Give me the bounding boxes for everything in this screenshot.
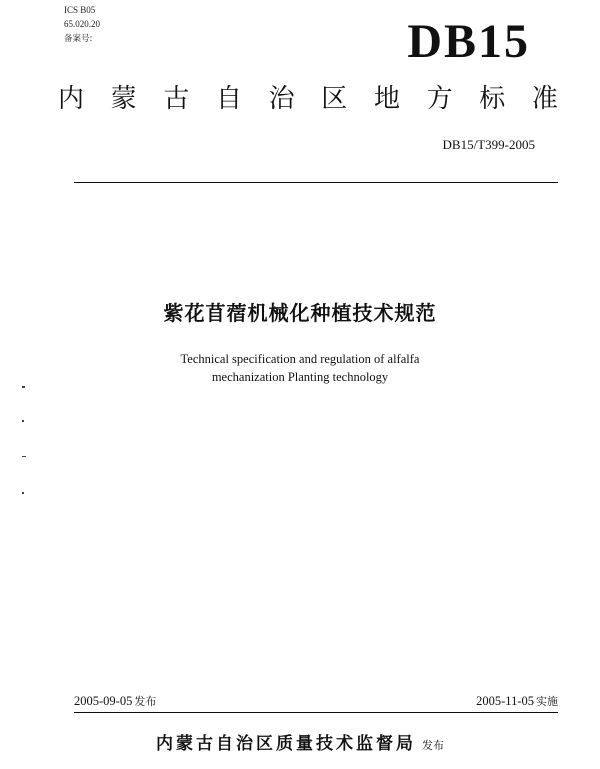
- standard-type-char: 治: [268, 84, 295, 114]
- standard-code-large: DB15: [407, 15, 530, 68]
- issuer-name: 内蒙古自治区质量技术监督局: [156, 734, 416, 754]
- ccs-code: 65.020.20: [64, 19, 100, 29]
- standard-type-char: 蒙: [110, 84, 137, 114]
- top-divider: [74, 182, 558, 183]
- implement-date: [476, 693, 558, 709]
- issuer-suffix: 发布: [422, 739, 444, 752]
- document-title-en-line1: Technical specification and regulation of alfalfa: [180, 352, 420, 366]
- implement-date-label: 实施: [536, 695, 558, 708]
- standard-type-char: 区: [321, 84, 348, 114]
- issue-date: [74, 693, 156, 709]
- standard-type-char: 自: [215, 84, 242, 114]
- issue-date-label: 发布: [134, 695, 157, 708]
- record-number-label: 备案号:: [64, 34, 93, 44]
- scan-speck: [22, 492, 24, 494]
- standard-type-char: 标: [479, 84, 506, 114]
- document-title-cn: 紫花苜蓿机械化种植技术规范: [163, 301, 437, 325]
- scan-speck: [22, 420, 24, 422]
- scan-speck: [22, 386, 25, 388]
- standard-number: DB15/T399-2005: [442, 137, 535, 152]
- standard-type-char: 准: [531, 84, 558, 114]
- issue-date-value: 2005-09-05: [74, 694, 133, 708]
- standard-type-char: 方: [426, 84, 453, 114]
- ics-code: ICS B05: [64, 5, 96, 15]
- standard-type-heading: [58, 82, 558, 116]
- bottom-divider: [74, 712, 558, 713]
- standard-type-char: 古: [163, 84, 190, 114]
- standard-type-char: 内: [58, 84, 85, 114]
- scan-speck: [22, 456, 26, 457]
- standard-type-char: 地: [373, 84, 400, 114]
- implement-date-value: 2005-11-05: [476, 694, 534, 708]
- issuer: [0, 729, 600, 754]
- document-title-en-line2: mechanization Planting technology: [211, 370, 389, 384]
